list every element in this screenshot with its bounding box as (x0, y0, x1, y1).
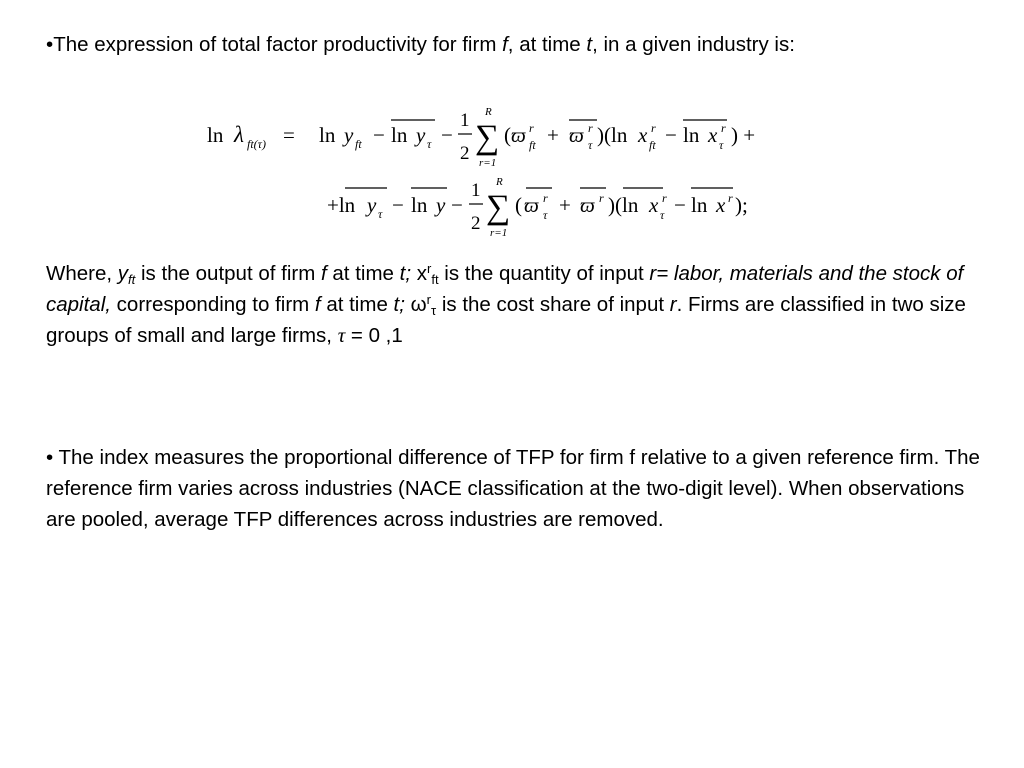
f2-w2-sup: r (599, 191, 604, 205)
f2-ln-x2: ln (691, 193, 708, 217)
f2-plus-ln: +ln (327, 193, 356, 217)
f2-x1-sub: τ (660, 208, 665, 222)
intro-paragraph (46, 29, 981, 60)
f2-plus: + (559, 193, 571, 217)
f1-x2-sub: τ (719, 138, 724, 152)
where-text-2: is the output of firm (135, 262, 321, 285)
f2-sum-bot: r=1 (490, 227, 508, 239)
f1-ln: ln (207, 123, 224, 147)
where-x-sup: r (426, 261, 432, 276)
f2-x1-sup: r (662, 191, 667, 205)
where-f1: f (321, 262, 327, 285)
f2-x1: x (649, 193, 659, 217)
f1-ln-y: ln (319, 123, 336, 147)
f2-sum-top: R (496, 176, 503, 188)
where-r: r (669, 293, 677, 316)
f2-w1-sup: r (543, 191, 548, 205)
f2-w2: ϖ (580, 193, 595, 217)
intro-text-1: The expression of total factor productivity for firm (53, 33, 503, 56)
f1-y-sub: ft (355, 137, 362, 151)
f1-w1-sup: r (529, 121, 534, 135)
f1-w2-sub: τ (588, 138, 593, 152)
f2-ln-y2: ln (411, 193, 428, 217)
where-tau: τ (337, 323, 346, 347)
where-text-5: corresponding to firm (110, 293, 315, 316)
f2-mid: )(ln (608, 193, 639, 217)
intro-text-3: , in a given industry is: (592, 33, 795, 56)
f1-ln-x2: ln (683, 123, 700, 147)
f2-w1: ϖ (524, 193, 539, 217)
f1-lambda: λ (234, 122, 244, 147)
f1-y: y (344, 123, 354, 147)
f1-half-num: 1 (460, 110, 470, 131)
where-t-semi: t; (399, 262, 412, 285)
f1-x2: x (708, 123, 718, 147)
where-r-eq: r= labor, materials and the stock of capital, (46, 262, 964, 316)
f2-minus3: − (674, 193, 686, 217)
f2-end: ); (735, 193, 748, 217)
intro-firm-f: f (502, 33, 508, 56)
intro-time-t: t (586, 33, 593, 56)
f2-w1-sub: τ (543, 208, 548, 222)
f1-w1: ϖ (511, 123, 526, 147)
where-text-1: Where, (46, 262, 118, 285)
where-text-4: is the quantity of input (438, 262, 650, 285)
where-text-3: at time (326, 262, 400, 285)
f1-sum-top: R (485, 106, 492, 118)
where-omega-sup: r (426, 292, 431, 307)
f1-x2-sup: r (721, 121, 726, 135)
f1-half-den: 2 (460, 143, 470, 164)
f1-sum-bot: r=1 (479, 157, 497, 169)
where-f2: f (314, 293, 321, 316)
f1-x1-sup: r (651, 121, 656, 135)
tfp-formula (195, 98, 795, 248)
f1-x1-sub: ft (649, 138, 656, 152)
intro-text-2: , at time (507, 33, 587, 56)
where-omega: ω (404, 293, 427, 316)
f1-lambda-sub: ft(τ) (247, 137, 266, 151)
f2-minus2: − (451, 193, 463, 217)
where-y: y (117, 262, 129, 285)
f1-open: ( (504, 123, 511, 147)
f2-y-sub: τ (378, 207, 383, 221)
f2-y: y (367, 193, 377, 217)
where-text-9: = 0 ,1 (345, 324, 403, 347)
f1-w1-sub: ft (529, 138, 536, 152)
f1-ybar-sub: τ (427, 137, 432, 151)
f1-w2: ϖ (569, 123, 584, 147)
f1-minus1: − (373, 123, 385, 147)
f2-sigma: ∑ (486, 189, 511, 226)
where-paragraph (46, 258, 981, 351)
where-y-sub: ft (128, 272, 136, 287)
bullet: • (46, 33, 54, 56)
f1-sigma: ∑ (475, 119, 500, 156)
f1-end: ) + (731, 123, 756, 147)
f1-ln-ybar: ln (391, 123, 408, 147)
f1-ybar: y (416, 123, 426, 147)
where-text-6: at time (320, 293, 394, 316)
f1-mid: )(ln (597, 123, 628, 147)
f1-eq: = (283, 123, 295, 147)
where-x: x (411, 262, 427, 285)
f2-x2-sup: r (728, 191, 733, 205)
where-x-sub: ft (431, 272, 439, 287)
f2-minus1: − (392, 193, 404, 217)
where-t2-semi: t; (393, 293, 405, 316)
f1-minus3: − (665, 123, 677, 147)
formula-svg (195, 98, 795, 248)
f1-plus: + (547, 123, 559, 147)
f1-x1: x (638, 123, 648, 147)
index-note-paragraph: • The index measures the proportional difference of TFP for firm f relative to a given reference firm. The reference firm varies across industries (NACE classification at the two-digit level). When observations are pooled, average TFP differences across industries are removed. (46, 446, 980, 531)
f2-x2: x (716, 193, 726, 217)
f2-y2: y (436, 193, 446, 217)
where-text-8: . Firms are classified in two size groups of small and large firms, (46, 293, 966, 347)
f2-half-den: 2 (471, 213, 481, 234)
f2-open: ( (515, 193, 522, 217)
f2-half-num: 1 (471, 180, 481, 201)
where-text-7: is the cost share of input (436, 293, 670, 316)
f1-minus2: − (441, 123, 453, 147)
where-omega-sub: τ (431, 303, 437, 318)
f1-w2-sup: r (588, 121, 593, 135)
